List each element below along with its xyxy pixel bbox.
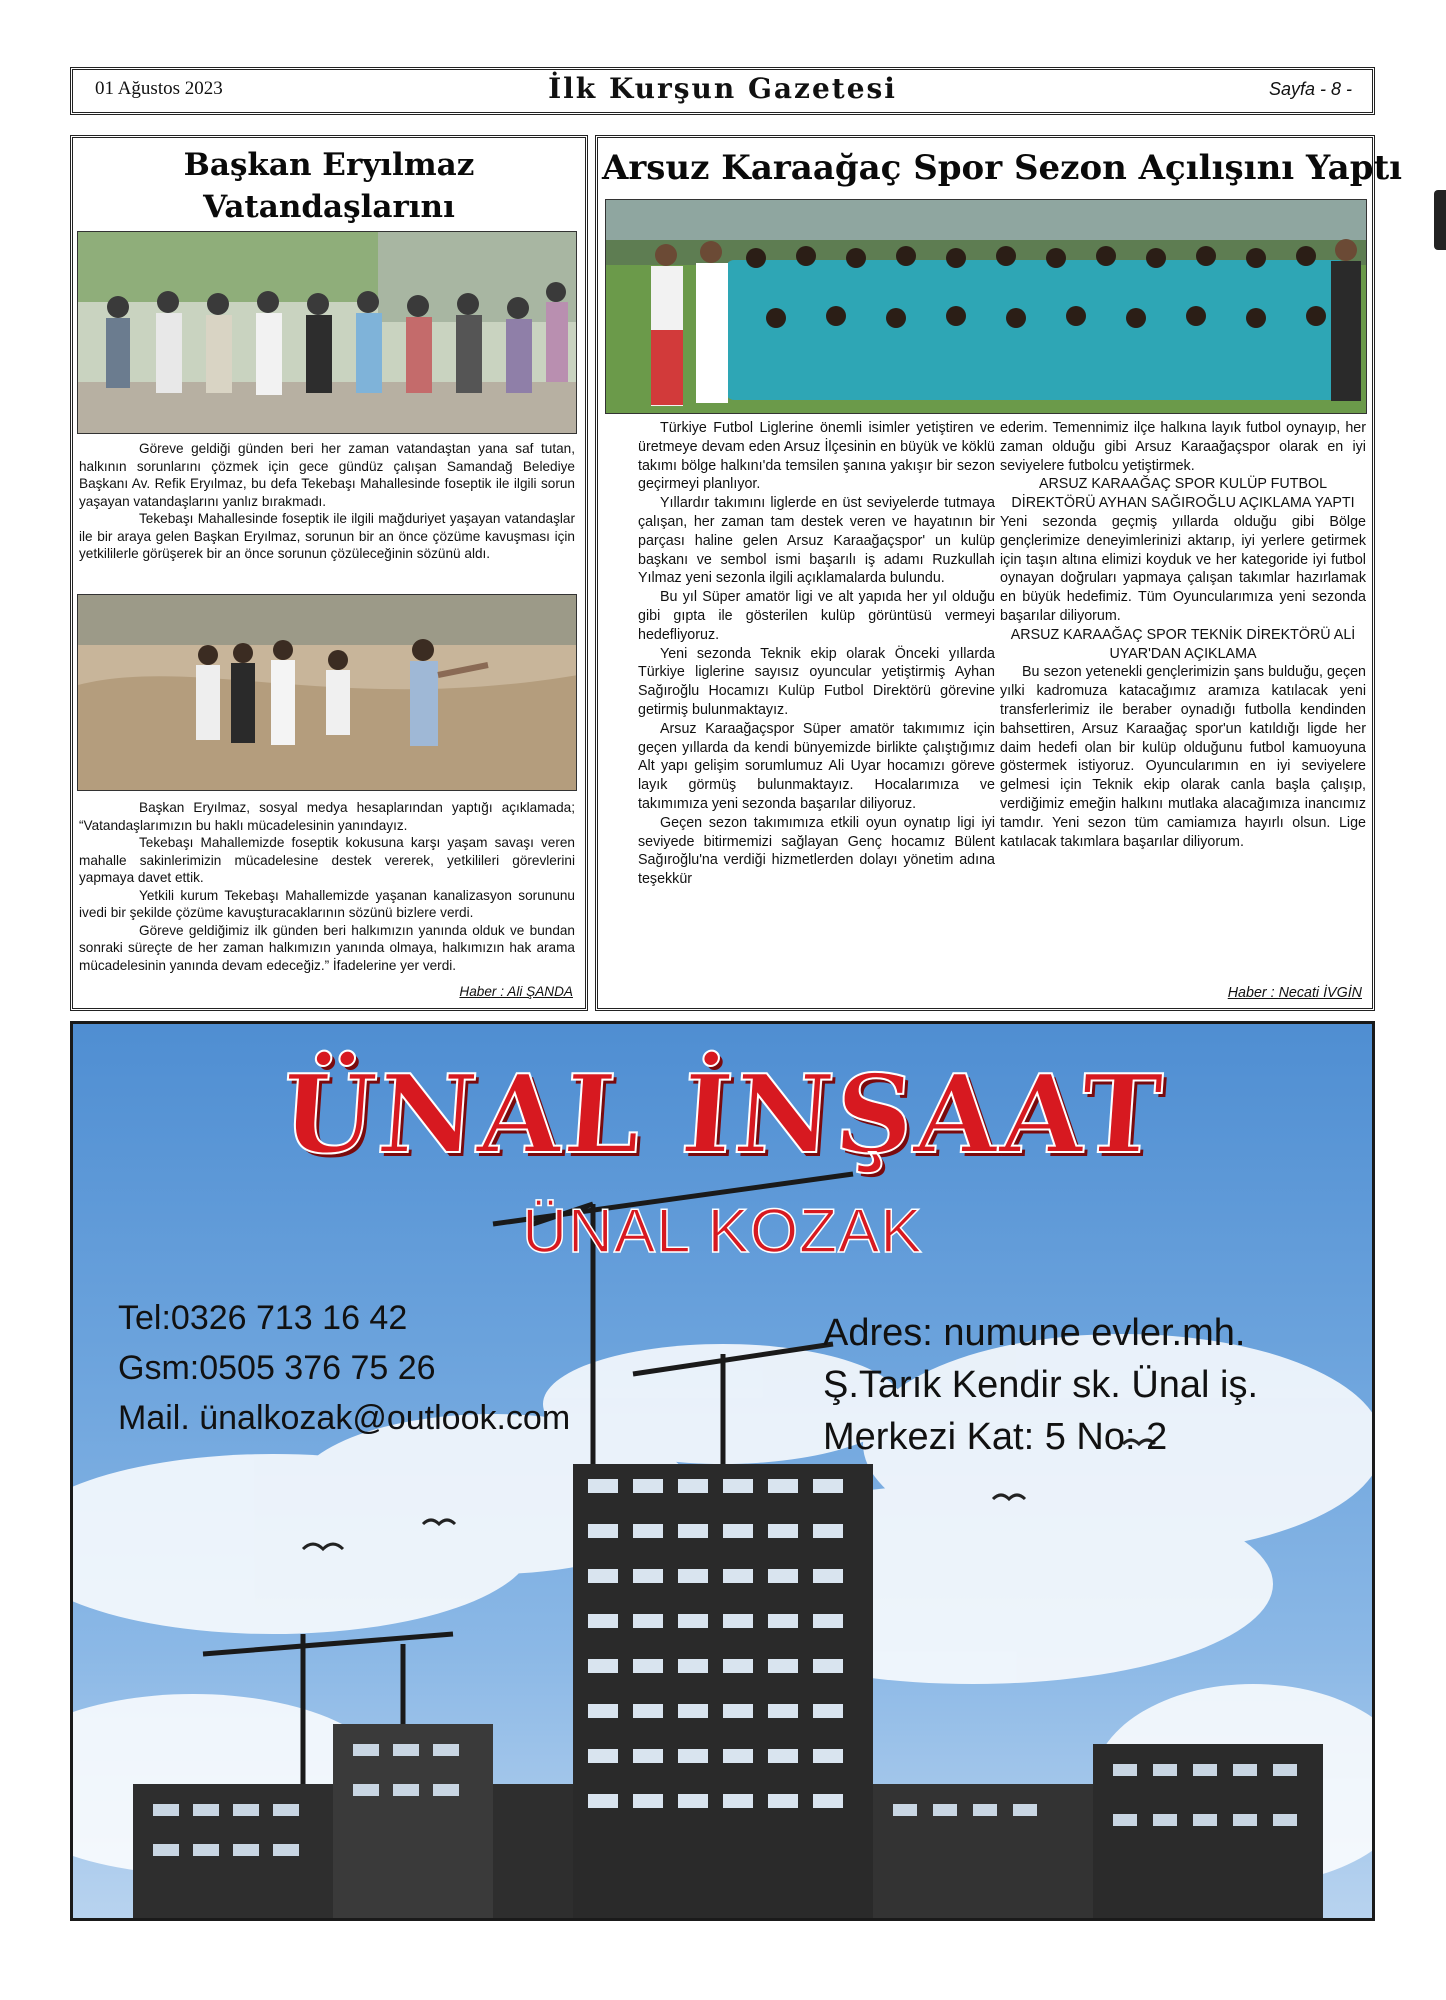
article2-paragraph: Türkiye Futbol Liglerine önemli isimler yetiştiren ve üretmeye devam eden Arsuz İlçesinin en büyük ve köklü takımı bölge halkını'da temsilen şanına yakışır bir sezon geçirmeyi planlıyor. xyxy=(638,420,995,493)
article1-paragraph: Göreve geldiğimiz ilk günden beri halkımızın yanında olduk ve bundan sonraki süreçte de her zaman halkımızın yanında olmaya, halkımızın hak arama mücadelesinin yanında devam edeceğiz.” İfadelerine yer verdi. xyxy=(79,922,575,973)
article1-paragraph: Yetkili kurum Tekebaşı Mahallemizde yaşanan kanalizasyon sorununu ivedi bir şekilde çözüme kavuşturacaklarının sözünü bizlere verdi. xyxy=(79,887,575,920)
article2-paragraph: Yeni sezonda Teknik ekip olarak Önceki yıllarda Türkiye liglerine sayısız oyuncular yetiştirmiş Ayhan Sağıroğlu Hocamızı Kulüp Futbol Direktörü görevine getirmiş bulunmaktayız. xyxy=(638,645,995,718)
ad-address-line3: Merkezi Kat: 5 No: 2 xyxy=(823,1416,1168,1458)
article-arsuz-karaagac xyxy=(595,135,1403,1011)
article1-paragraph: Tekebaşı Mahallemizde foseptik kokusuna karşı yaşam savaşı veren mahalle sakinlerimizin mücadelesine destek vererek, yetkilileri görevlerini yapmaya davet ettik. xyxy=(79,835,575,885)
article2-headline: Arsuz Karaağaç Spor Sezon Açılışını Yaptı xyxy=(602,148,1403,188)
article2-paragraph: ederim. Temennimiz ilçe halkına layık futbol oynayıp, her zaman olduğu gibi Arsuz Karaağaçspor olarak en iyi seviyelere futbolcu yetiştirmek. xyxy=(1000,420,1366,474)
article2-byline: Haber : Necati İVGİN xyxy=(1227,985,1362,1001)
article1-body-top xyxy=(79,440,575,563)
article1-headline-line1: Başkan Eryılmaz Vatandaşlarını xyxy=(183,147,475,225)
article2-paragraph: Bu yıl Süper amatör ligi ve alt yapıda her yıl olduğu gibi gıpta ile gösterilen kulüp görüntüsü vermeyi hedefliyoruz. xyxy=(638,589,995,643)
article1-body-bottom xyxy=(79,799,575,974)
ad-owner-name: ÜNAL KOZAK xyxy=(522,1197,923,1266)
article1-photo-group xyxy=(77,231,577,434)
article2-paragraph: Yeni sezonda geçmiş yıllarda olduğu gibi Bölge gençlerimize deneyimlerinizi aktarıp, iyi yerlere getirmek için taşın altına elimizi koyduk ve her kategoride iyi futbol oynayan doğruları yapmaya çalışan takımlar hazırlamak en büyük hedefimiz. Tüm Oyuncularımıza yeni sezonda başarılar diliyorum. xyxy=(1000,513,1366,624)
header-date: 01 Ağustos 2023 xyxy=(95,78,223,99)
advertisement-unal-insaat xyxy=(70,1021,1375,1921)
page-number: Sayfa - 8 - xyxy=(1268,79,1352,99)
article2-paragraph: Arsuz Karaağaçspor Süper amatör takımımız için geçen yıllarda da kendi bünyemizde birlikte çalıştığımız Alt yapı gelişim sorumlumuz Ali Uyar hocamızı göreve layık görmüş bulunmaktayız. Hocalarımıza ve takımımıza yeni sezonda başarılar diliyoruz. xyxy=(638,720,995,812)
article2-subheading: ARSUZ KARAAĞAÇ SPOR TEKNİK DİREKTÖRÜ ALİ UYAR'DAN AÇIKLAMA xyxy=(1010,626,1356,662)
ad-address-line2: Ş.Tarık Kendir sk. Ünal iş. xyxy=(823,1364,1259,1406)
page-edge-tab xyxy=(1434,190,1446,250)
article1-paragraph: Tekebaşı Mahallesinde foseptik ile ilgili mağduriyet yaşayan vatandaşlar ile bir araya gelen Başkan Eryılmaz, sorunun bir an önce çözüme kavuşması için yetkililerle görüşerek bir an önce sorunun çözüleceğinin sözünü aldı. xyxy=(79,511,575,561)
ad-address-line1: Adres: numune evler.mh. xyxy=(823,1312,1246,1354)
article1-paragraph: Göreve geldiği günden beri her zaman vatandaştan yana saf tutan, halkının sorunlarını çözmek için gece gündüz çalışan Samandağ Belediye Başkanı Av. Refik Eryılmaz, bu defa Tekebaşı Mahallesinde foseptik ile ilgili sorun yaşayan vatandaşlarını yanlız bırakmadı. xyxy=(79,441,575,509)
article2-team-photo xyxy=(605,199,1367,414)
article2-paragraph: Geçen sezon takımımıza etkili oyun oynatıp ligi iyi seviyede bitirmemizi sağlayan Genç hocamız Bülent Sağıroğlu'na verdiği hizmetlerden dolayı yönetim adına teşekkür xyxy=(638,814,995,888)
article2-column-2 xyxy=(1000,419,1366,851)
ad-mobile: Gsm:0505 376 75 26 xyxy=(118,1349,436,1387)
article2-paragraph: Yıllardır takımını liglerde en üst seviyelerde tutmaya çalışan, her zaman tam destek veren ve hayatının bir parçası haline gelen Arsuz Karaağaçspor' un kulüp başkanı ve sembol ismi başarılı iş adamı Ruzkullah Yılmaz yeni sezonla ilgili açıklamalarda bulundu. xyxy=(638,495,995,587)
ad-phone: Tel:0326 713 16 42 xyxy=(118,1299,408,1337)
page-header xyxy=(70,67,1375,115)
newspaper-title: İlk Kurşun Gazetesi xyxy=(548,72,897,105)
article1-paragraph: Başkan Eryılmaz, sosyal medya hesaplarından yaptığı açıklamada; “Vatandaşlarımızın bu haklı mücadelesinin yanındayız. xyxy=(79,800,575,833)
article1-byline: Haber : Ali ŞANDA xyxy=(459,984,573,999)
ad-email: Mail. ünalkozak@outlook.com xyxy=(118,1399,571,1437)
article2-subheading: ARSUZ KARAAĞAÇ SPOR KULÜP FUTBOL DİREKTÖRÜ AYHAN SAĞIROĞLU AÇIKLAMA YAPTI xyxy=(1011,476,1355,512)
article-baskan-eryilmaz xyxy=(70,135,588,1011)
article2-paragraph: Bu sezon yetenekli gençlerimizin şans bulduğu, geçen yılki kadromuza katacağımız aramıza katılacak yeni transferlerimiz ile beraber oynadığı futbolla kendinden bahsettiren, Arsuz Karaağaç spor'un katıldığı ligde her daim hedefi olan bir kulüp olduğunu futbol kamuoyuna göstermek istiyoruz. Oyuncularımın en iyi seviyelere gelmesi için Teknik ekip olarak canla başla çalışıp, verdiğimiz emeğin halkını mutlaka alacağımıza inancımız tamdır. Yeni sezon tüm camiamıza hayırlı olsun. Lige katılacak takımlara başarılar diliyorum. xyxy=(1000,664,1366,850)
ad-company-name: ÜNAL İNŞAAT xyxy=(277,1052,1168,1178)
article2-column-1 xyxy=(638,419,995,889)
article1-photo-inspection xyxy=(77,594,577,791)
